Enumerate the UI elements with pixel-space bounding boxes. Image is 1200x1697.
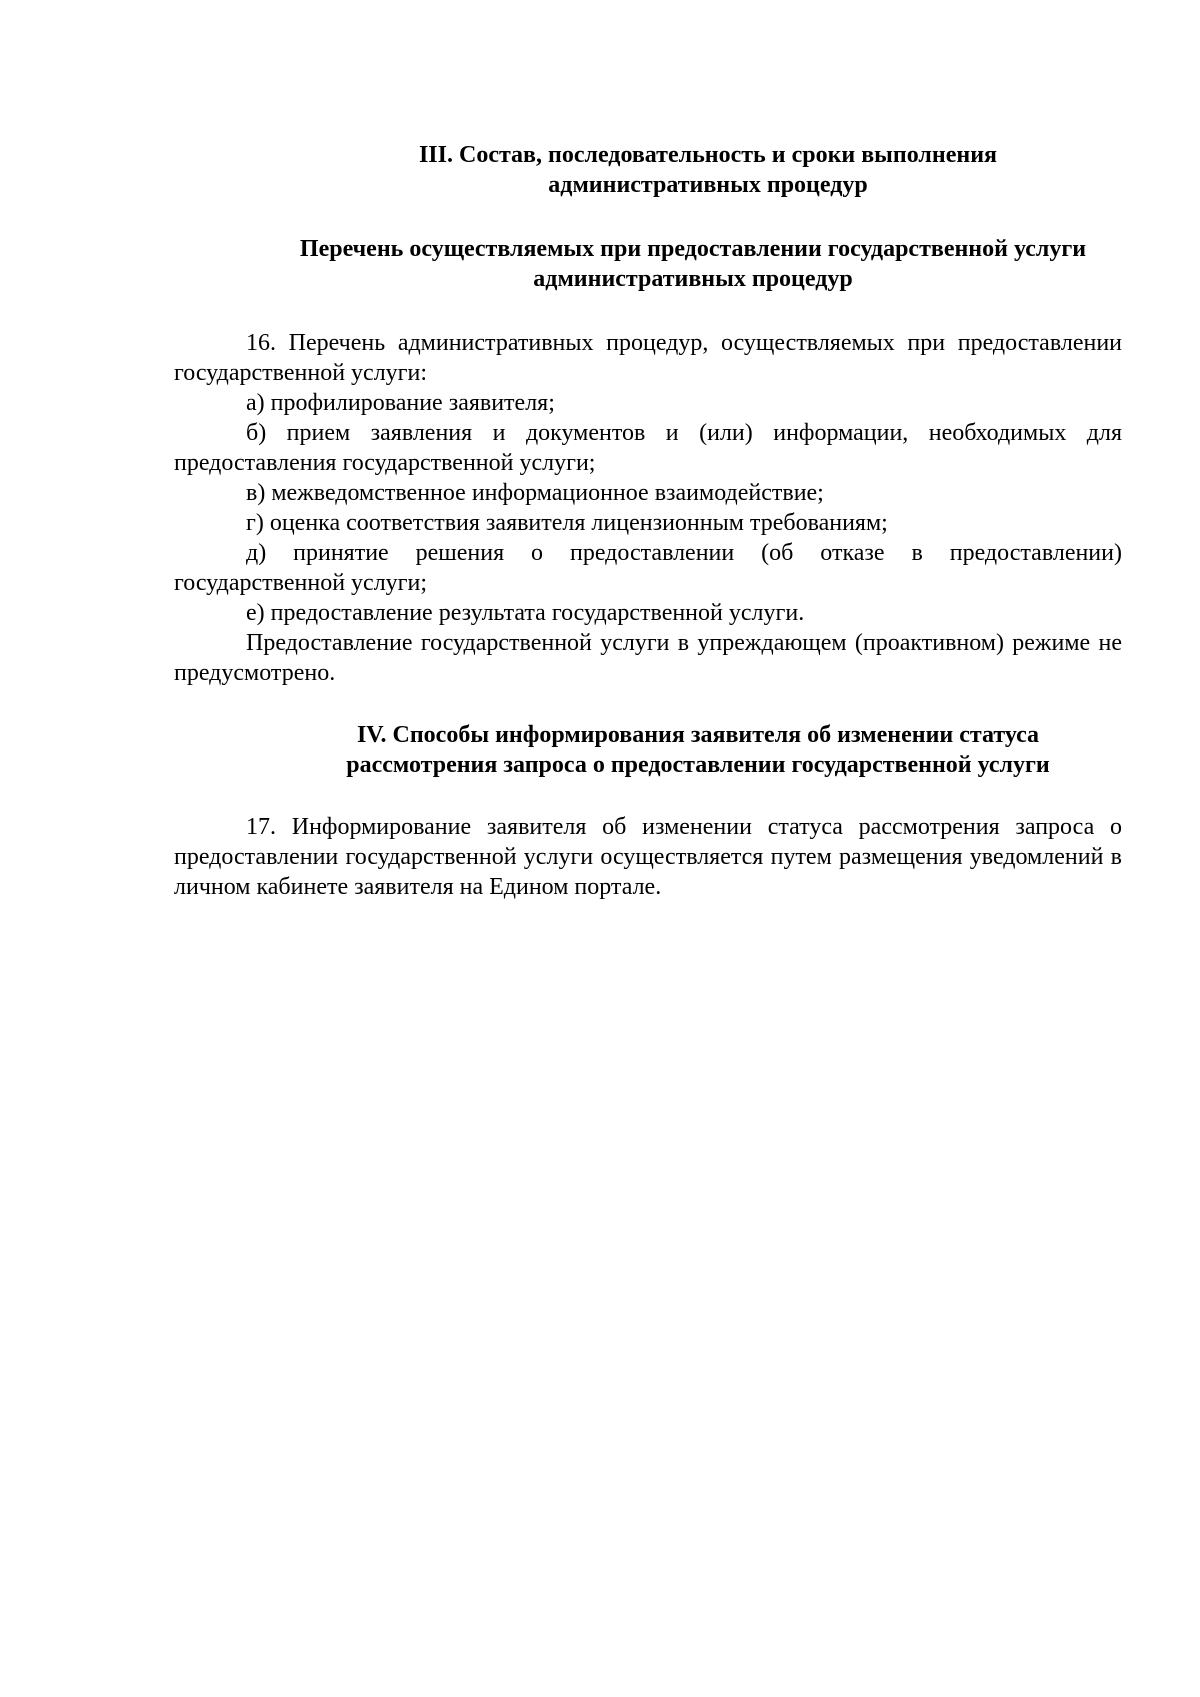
section-4-heading [174,720,1122,780]
section-4-heading-line1: IV. Способы информирования заявителя об изменении статуса [356,722,1040,748]
paragraph-16: 16. Перечень административных процедур, осуществляемых при предоставлении государственной услуги: [174,330,1122,386]
section-3-heading-line2: административных процедур [548,172,868,198]
procedures-list-heading-line2: административных процедур [533,266,853,292]
proactive-paragraph: Предоставление государственной услуги в упреждающем (проактивном) режиме не предусмотрено. [174,630,1122,686]
procedures-list-heading-line1: Перечень осуществляемых при предоставлении государственной услуги [299,236,1087,262]
section-3-heading-line1: III. Состав, последовательность и сроки выполнения [418,142,998,168]
procedures-list-heading [174,234,1122,294]
list-item-v: в) межведомственное информационное взаимодействие; [246,480,824,506]
section-3-heading [174,140,1122,200]
list-item-a: а) профилирование заявителя; [246,390,555,416]
list-item-b: б) прием заявления и документов и (или) информации, необходимых для предоставления государственной услуги; [174,420,1122,476]
list-item-d: д) принятие решения о предоставлении (об отказе в предоставлении) государственной услуги; [174,540,1122,596]
list-item-e: е) предоставление результата государственной услуги. [246,600,805,626]
document-page [174,140,1122,902]
section-4-heading-line2: рассмотрения запроса о предоставлении государственной услуги [346,752,1050,778]
list-item-g: г) оценка соответствия заявителя лицензионным требованиям; [246,510,888,536]
paragraph-17: 17. Информирование заявителя об изменении статуса рассмотрения запроса о предоставлении государственной услуги осуществляется путем размещения уведомлений в личном кабинете заявителя на Едином портале. [174,814,1122,900]
